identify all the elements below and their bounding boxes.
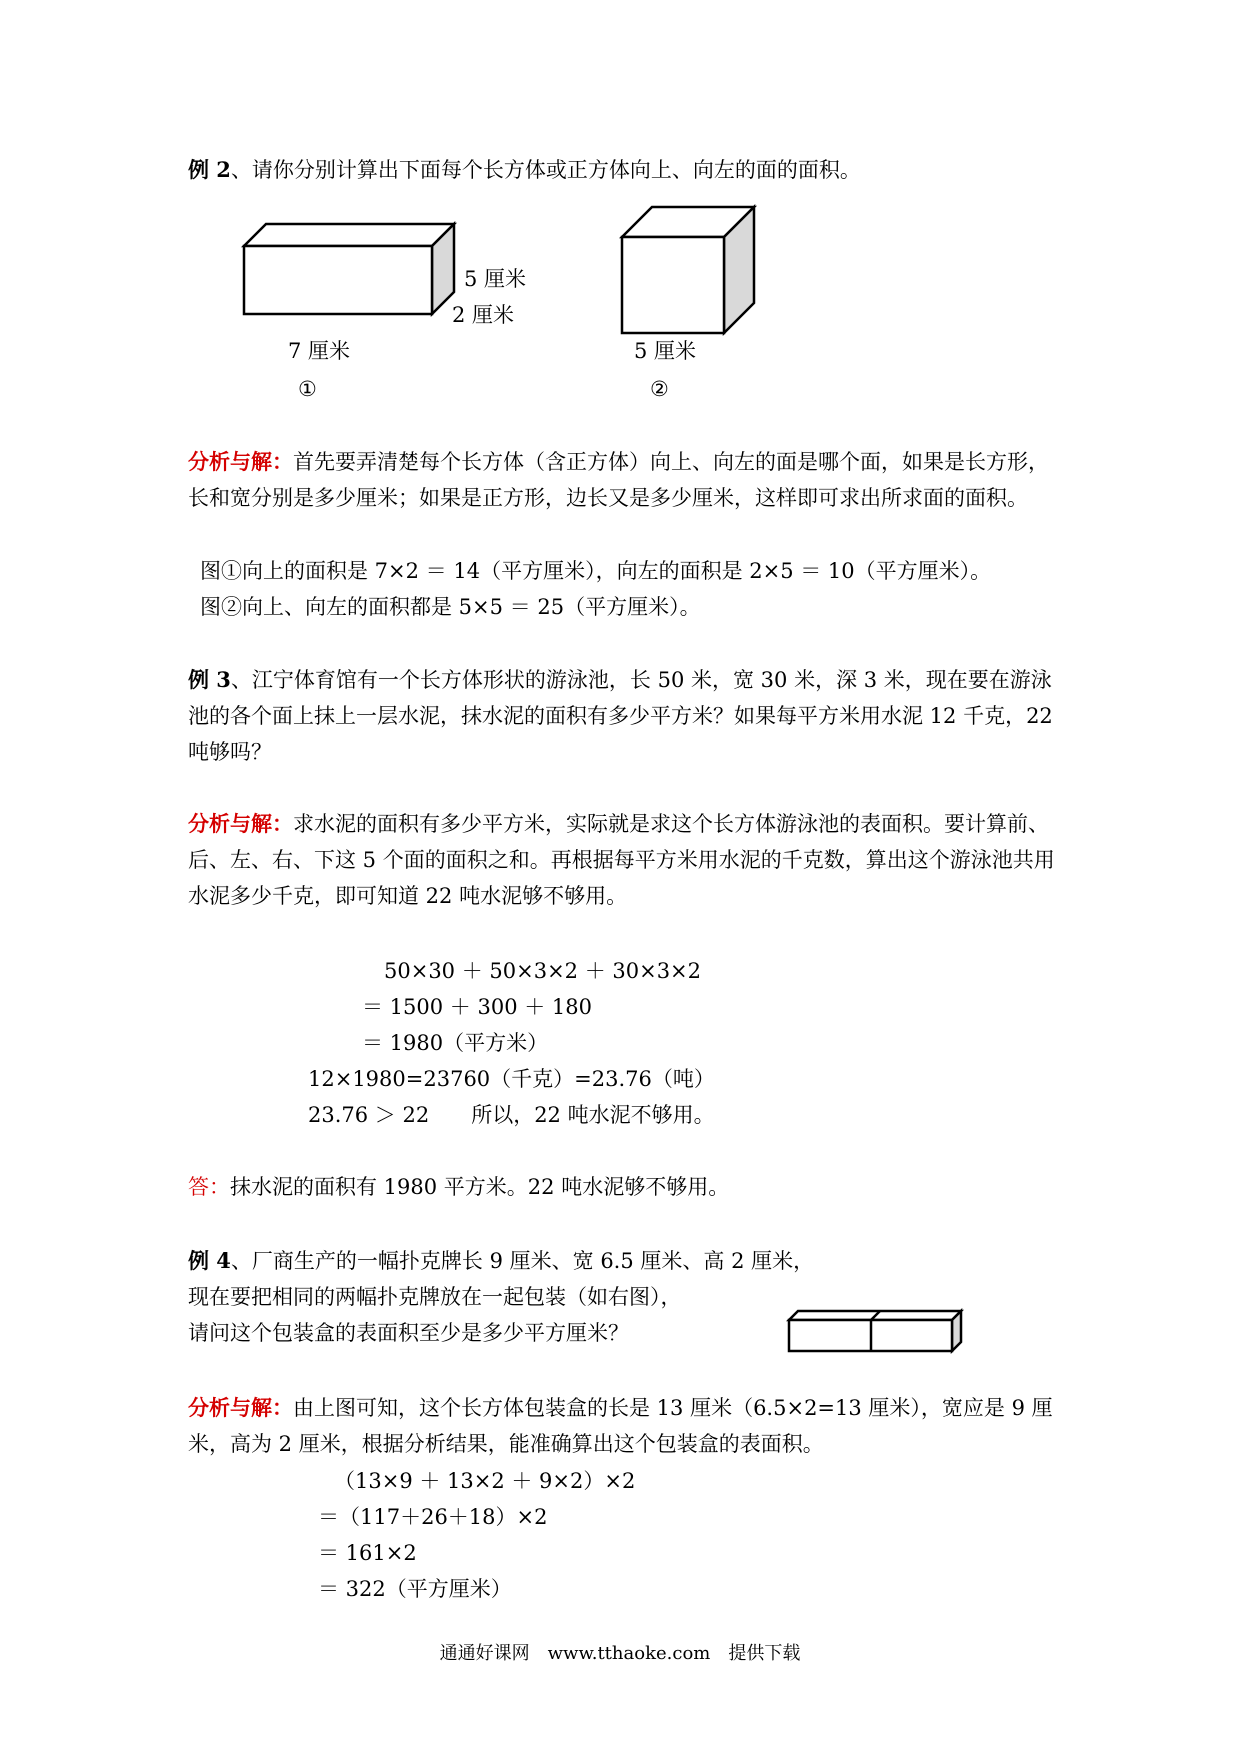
example2-label: 例 2 xyxy=(188,157,231,182)
example4-analysis-label: 分析与解： xyxy=(188,1395,293,1420)
fig2-number: ② xyxy=(650,377,669,401)
example4-text-1: 、厂商生产的一幅扑克牌长 9 厘米、宽 6.5 厘米、高 2 厘米， xyxy=(230,1249,815,1273)
card-box-figure xyxy=(786,1308,964,1354)
cuboid-figure-1 xyxy=(240,220,460,320)
example4-question-line-3: 请问这个包装盒的表面积至少是多少平方厘米？ xyxy=(188,1321,629,1345)
example2-calc-line-2: 图②向上、向左的面积都是 5×5 ＝ 25（平方厘米）。 xyxy=(200,595,701,619)
fig1-number: ① xyxy=(298,377,317,401)
example3-calc-line-4: 12×1980=23760（千克）=23.76（吨） xyxy=(308,1067,715,1091)
example3-analysis-text: 求水泥的面积有多少平方米，实际就是求这个长方体游泳池的表面积。要计算前、后、左、右、下这 5 个面的面积之和。再根据每平方米用水泥的千克数，算出这个游泳池共用水泥多少千克，即可知道 22 吨水泥够不够用。 xyxy=(188,812,1055,908)
example4-question-line-1 xyxy=(188,1246,814,1276)
example4-calc-line-2: ＝（117＋26＋18）×2 xyxy=(318,1505,548,1529)
example4-calc-line-1: （13×9 ＋ 13×2 ＋ 9×2）×2 xyxy=(334,1469,636,1493)
example4-label: 例 4 xyxy=(188,1248,231,1273)
example4-calc-line-4: ＝ 322（平方厘米） xyxy=(318,1577,512,1601)
example3-calc-line-2: ＝ 1500 ＋ 300 ＋ 180 xyxy=(362,995,592,1019)
example2-analysis-text: 首先要弄清楚每个长方体（含正方体）向上、向左的面是哪个面，如果是长方形，长和宽分别是多少厘米；如果是正方形，边长又是多少厘米，这样即可求出所求面的面积。 xyxy=(188,450,1049,510)
example3-calc-line-5: 23.76 ＞ 22 所以，22 吨水泥不够用。 xyxy=(308,1103,715,1127)
example4-analysis-text: 由上图可知，这个长方体包装盒的长是 13 厘米（6.5×2=13 厘米），宽应是 9 厘米，高为 2 厘米，根据分析结果，能准确算出这个包装盒的表面积。 xyxy=(188,1396,1053,1456)
example2-analysis-label: 分析与解： xyxy=(188,449,293,474)
example3-calc-line-3: ＝ 1980（平方米） xyxy=(362,1031,549,1055)
example3-calc-line-1: 50×30 ＋ 50×3×2 ＋ 30×3×2 xyxy=(384,959,702,983)
example3-analysis xyxy=(188,806,1068,914)
example2-calc-line-1: 图①向上的面积是 7×2 ＝ 14（平方厘米），向左的面积是 2×5 ＝ 10（平方厘米）。 xyxy=(200,559,992,583)
fig1-width-label: 2 厘米 xyxy=(452,303,515,327)
example2-analysis xyxy=(188,444,1068,516)
example4-analysis xyxy=(188,1390,1068,1462)
fig1-length-label: 7 厘米 xyxy=(288,339,351,363)
example3-text: 、江宁体育馆有一个长方体形状的游泳池，长 50 米，宽 30 米，深 3 米，现在要在游泳池的各个面上抹上一层水泥，抹水泥的面积有多少平方米？如果每平方米用水泥 12 千克，22 吨够吗？ xyxy=(188,668,1053,764)
example3-analysis-label: 分析与解： xyxy=(188,811,293,836)
example2-question xyxy=(188,155,861,185)
example3-question xyxy=(188,662,1068,770)
example3-label: 例 3 xyxy=(188,667,231,692)
example3-answer-text: 抹水泥的面积有 1980 平方米。22 吨水泥够不够用。 xyxy=(230,1175,730,1199)
example4-question-line-2: 现在要把相同的两幅扑克牌放在一起包装（如右图）， xyxy=(188,1285,682,1309)
example4-calc-line-3: ＝ 161×2 xyxy=(318,1541,417,1565)
example3-answer xyxy=(188,1172,729,1202)
fig1-height-label: 5 厘米 xyxy=(464,267,527,291)
fig2-length-label: 5 厘米 xyxy=(634,339,697,363)
example3-answer-label: 答： xyxy=(188,1175,230,1199)
example2-text: 、请你分别计算出下面每个长方体或正方体向上、向左的面的面积。 xyxy=(230,158,861,182)
cube-figure-2 xyxy=(618,203,758,337)
page-footer: 通通好课网 www.tthaoke.com 提供下载 xyxy=(439,1643,801,1664)
